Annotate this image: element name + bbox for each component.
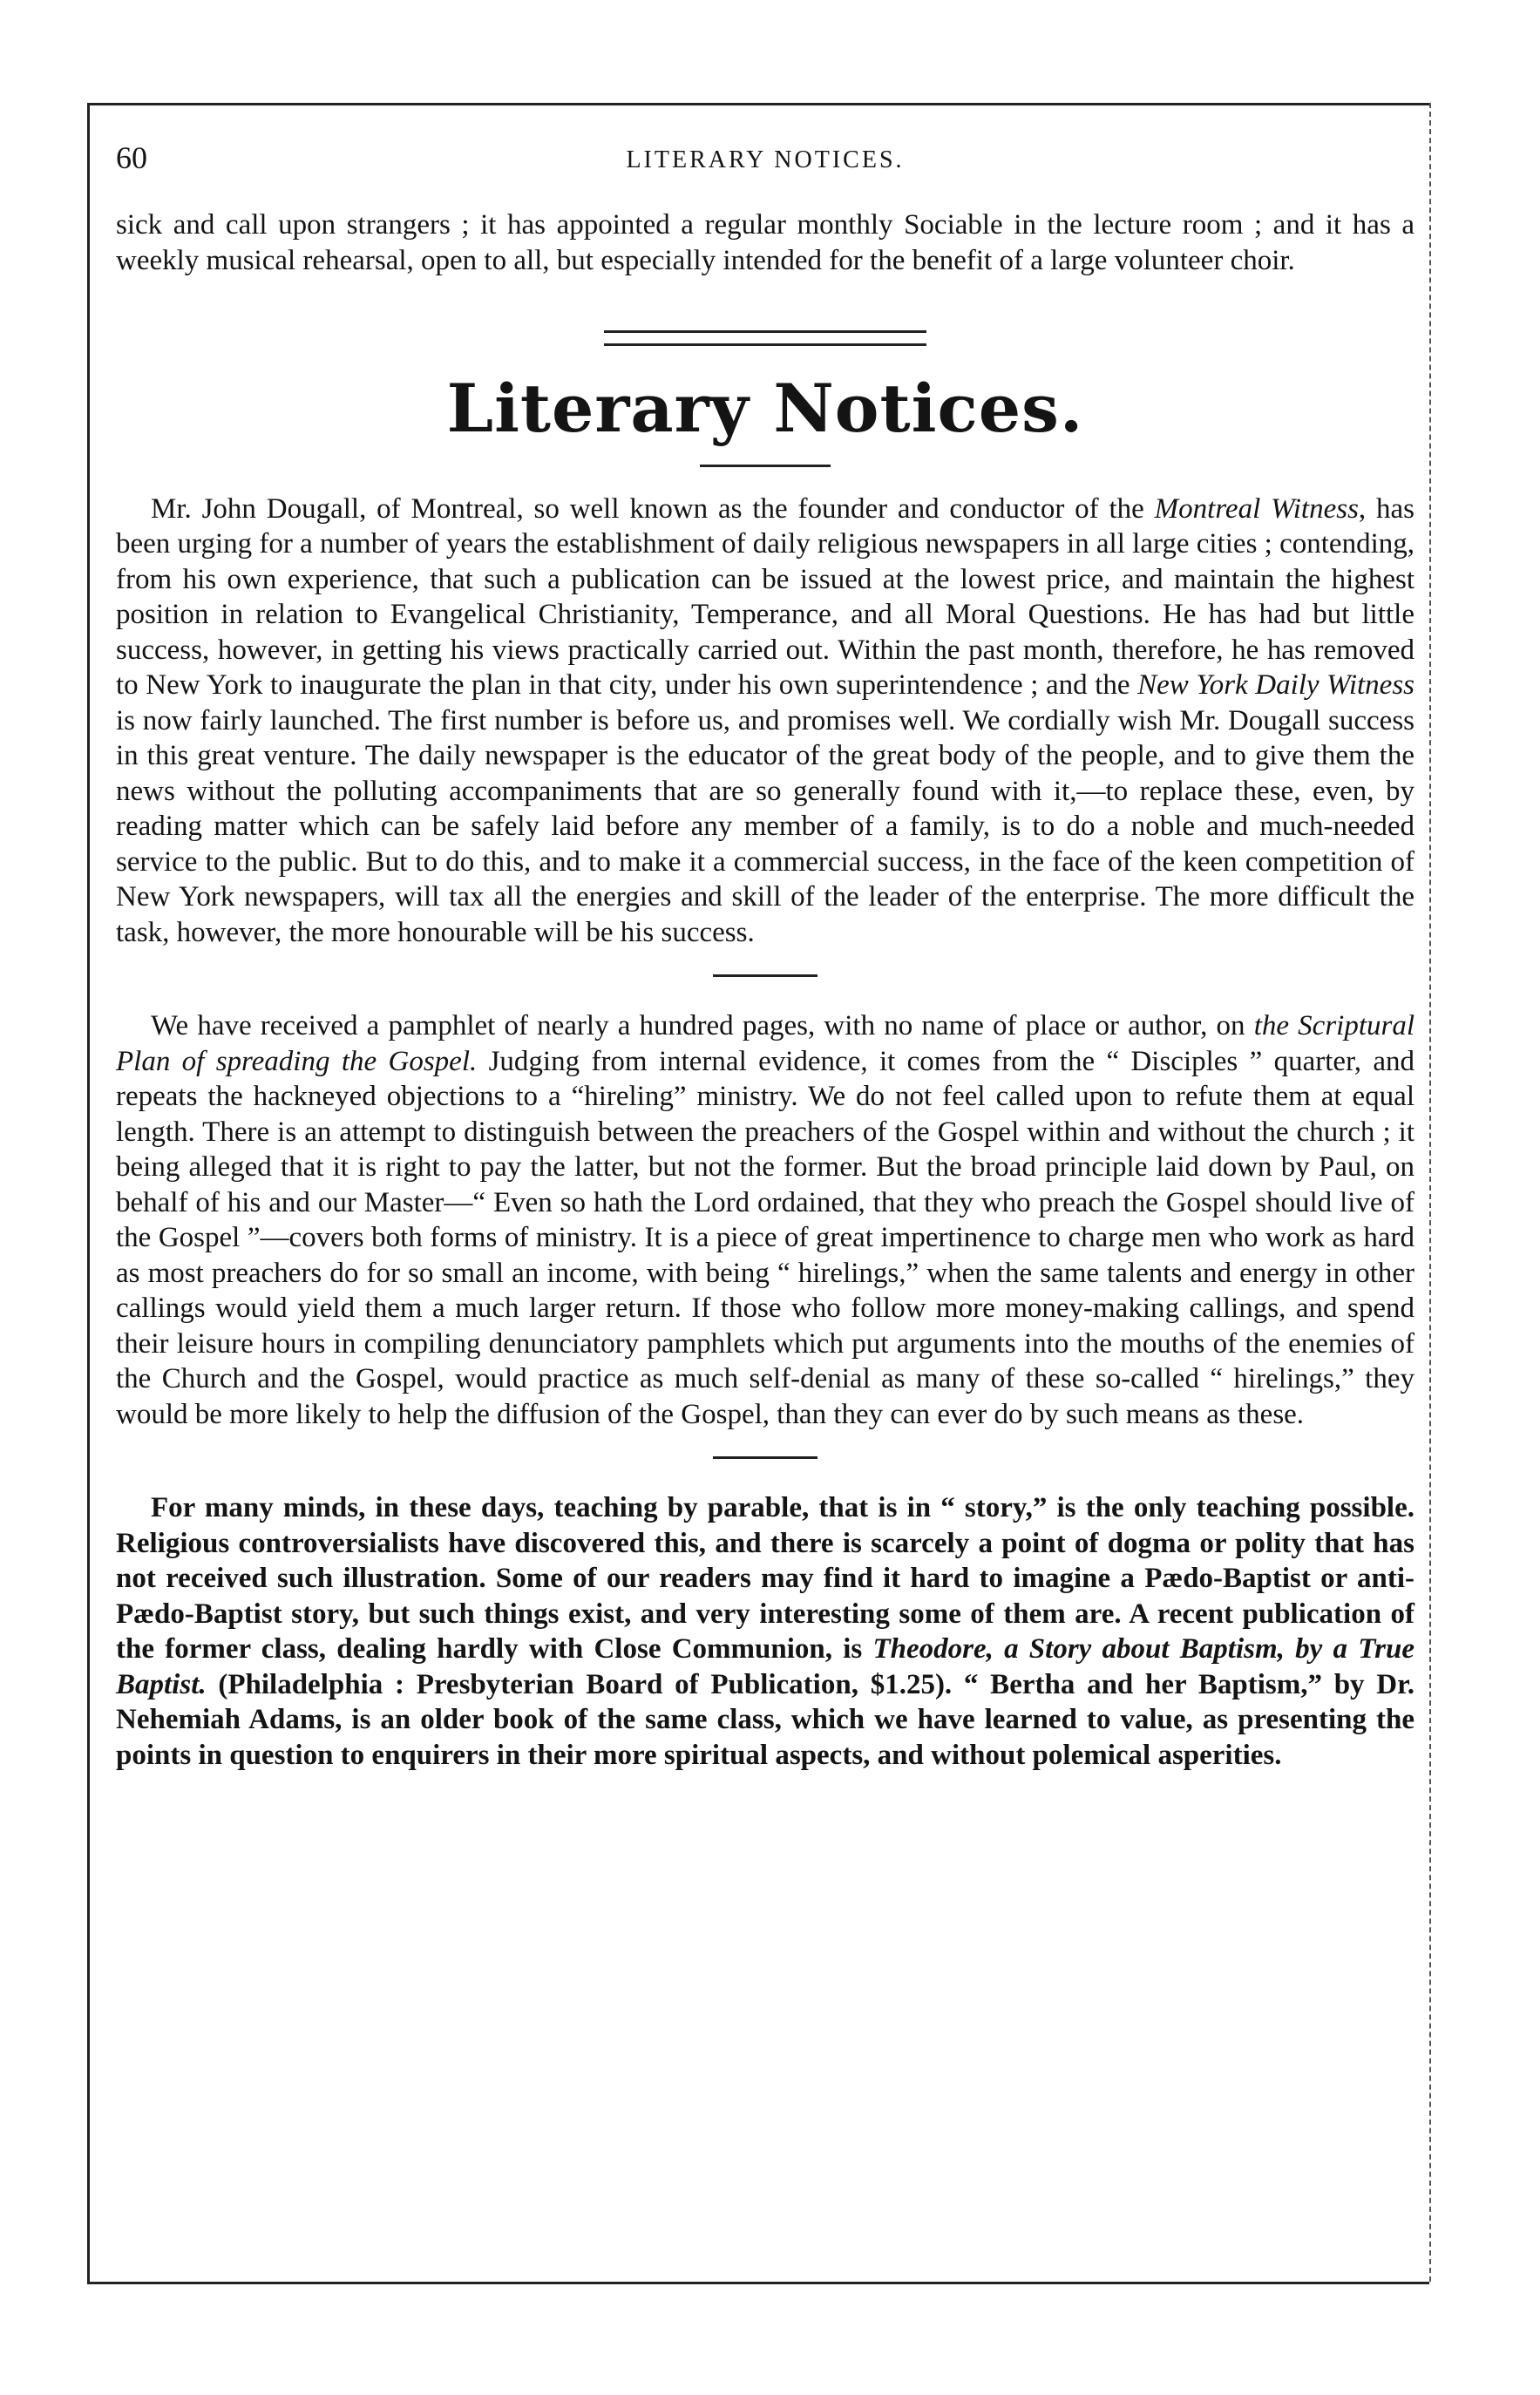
pamphlet-title: the Scriptural Plan of spreading the Gospel.	[116, 1010, 1415, 1077]
notice-text: Mr. John Dougall, of Montreal, so well known as the founder and conductor of the	[151, 492, 1155, 525]
notice-dougall	[116, 492, 1414, 951]
notice-text: Judging from internal evidence, it comes from the “ Disciples ” quarter, and repeats the hackneyed objections to a “hireling” ministry. We do not feel called upon to refute them at equal length. There is an attempt to distinguish between the preachers of the Gospel within and without the church ; it being alleged that it is right to pay the latter, but not the former. But the broad principle laid down by Paul, on behalf of his and our Master—“ Even so hath the Lord ordained, that they who preach the Gospel should live of the Gospel ”—covers both forms of ministry. It is a piece of great impertinence to charge men who work as hard as most preachers do for so small an income, with being “ hirelings,” when the same talents and energy in other callings would yield them a much larger return. If those who follow more money-making callings, and spend their leisure hours in compiling denunciatory pamphlets which put arguments into the mouths of the enemies of the Church and the Gospel, would practice as much self-denial as many of these so-called “ hirelings,” they would be more likely to help the diffusion of the Gospel, than they can ever do by such means as these.	[116, 1045, 1414, 1430]
frame-top-rule	[87, 103, 1429, 105]
notice-divider	[713, 1456, 817, 1459]
frame-bottom-rule	[87, 2282, 1429, 2284]
running-title: LITERARY NOTICES.	[626, 146, 905, 173]
frame-right-rule	[1429, 103, 1431, 2282]
notice-text: (Philadelphia : Presbyterian Board of Publication, $1.25). “ Bertha and her Baptism,” by Dr. Nehemiah Adams, is an older book of the same class, which we have learned to value, as presenting the points in question to enquirers in their more spiritual aspects, and without polemical asperities.	[116, 1668, 1414, 1771]
notice-text: We have received a pamphlet of nearly a hundred pages, with no name of place or author, on	[151, 1010, 1254, 1042]
section-heading: Literary Notices.	[446, 370, 1084, 447]
notice-pamphlet	[116, 1008, 1414, 1432]
book-title: Theodore, a Story about Baptism, by a True Baptist.	[116, 1633, 1414, 1700]
notice-divider	[713, 974, 817, 977]
publication-title: Montreal Witness	[1154, 492, 1359, 525]
running-head	[116, 139, 1414, 183]
frame-left-rule	[87, 103, 90, 2282]
notice-text: , has been urging for a number of years the establishment of daily religious newspapers in all large cities ; contending, from his own experience, that such a publication can be issued at the lowest price, and maintain the highest position in relation to Evangelical Christianity, Temperance, and all Moral Questions. He has had but little success, however, in getting his views practically carried out. Within the past month, therefore, he has removed to New York to inaugurate the plan in that city, under his own superintendence ; and the	[116, 492, 1414, 702]
heading-rule	[700, 465, 831, 467]
page-number: 60	[116, 140, 147, 175]
notice-text: is now fairly launched. The first number is before us, and promises well. We cordially wish Mr. Dougall success in this great venture. The daily newspaper is the educator of the great body of the people, and to give them the news without the polluting accompaniments that are so generally found with it,—to replace these, even, by reading matter which can be safely laid before any member of a family, is to do a noble and much-needed service to the public. But to do this, and to make it a commercial success, in the face of the keen competition of New York newspapers, will tax all the energies and skill of the leader of the enterprise. The more difficult the task, however, the more honourable will be his success.	[116, 704, 1414, 948]
notice-baptism-stories	[116, 1490, 1414, 1773]
double-rule-divider	[604, 330, 926, 346]
intro-paragraph: sick and call upon strangers ; it has appointed a regular monthly Sociable in the lecture room ; and it has a weekly musical rehearsal, open to all, but especially intended for the benefit of a large volunteer choir.	[116, 209, 1414, 276]
publication-title: New York Daily Witness	[1137, 669, 1415, 702]
page-content	[116, 139, 1414, 1773]
notice-text: For many minds, in these days, teaching by parable, that is in “ story,” is the only teaching possible. Religious controversialists have discovered this, and there is scarcely a point of dogma or polity that has not received such illustration. Some of our readers may find it hard to imagine a Pædo-Baptist or anti-Pædo-Baptist story, but such things exist, and very interesting some of them are. A recent publication of the former class, dealing hardly with Close Communion, is	[116, 1492, 1414, 1666]
